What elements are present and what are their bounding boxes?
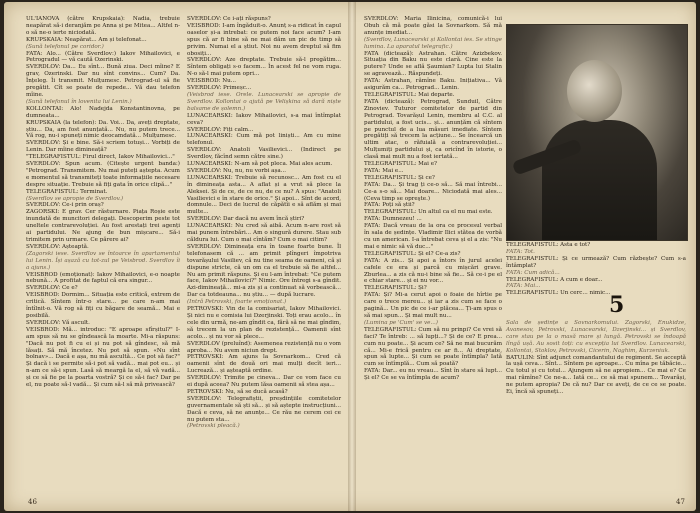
right-col1-paragraph: FATA: Mai e...: [364, 167, 404, 174]
right-col2-paragraph: TELEGRAFISTUL: Asta e tot?: [506, 242, 591, 248]
right-page: [354, 2, 696, 511]
left-col2-paragraph: LUNACEARSKI: Cum mă pot liniști... Am cu mine telefonul.: [187, 133, 341, 147]
right-col1-paragraph: FATA: Astrahan, rămîne Baku. Inițiativa... Vă asigurăm ca... Petrograd... Lenin.: [364, 78, 502, 92]
right-col2-paragraph: FATA: Cum adică...: [506, 269, 560, 276]
right-col1-paragraph: TELEGRAFISTUL: Și ce?: [364, 174, 435, 181]
right-col1-paragraph: TELEGRAFISTUL: Mai e?: [364, 161, 438, 168]
scene-text-column: [506, 320, 686, 494]
scene-paragraph: BATULIN: Sînt adjunct comandantului de regiment. Se acceptă la ușă ceva... Sînt... Sîntem pe aproape... Cu mîna pe tăbăcie... Cu totul și cu totul... Ajungem să ne apropiem... Ce mai e? Ce mai rămîne? Ce ne-a... Iată ce... ce să mai spunem... Tovarăși, ne putem apropia? De că nu? Dar ce aveți, de ce ce se poate. Ei, încă să spuneți...: [506, 354, 686, 396]
right-col1-paragraph: FATA: Da... Și trag ți ce-o să... Să mai întrebi... Ce-a s-o să... Mai doare... Niciodată mai ales... (Ceva timp se opreşte.): [364, 181, 502, 202]
right-page-column-2: [506, 242, 686, 297]
left-col1-paragraph: KRUPSKAIA (la telefon): Da. Voi... Da, aveți dreptate, știu... Da, am fost anunțată... Nu, nu putem trece... Vă rog, nu-i spuneți nimic deocamdată... Mulțumesc.: [26, 119, 180, 140]
right-col1-paragraph: FATA: A zis... Și apoi a întors în jurul acelei cafele ce era și parcă cu mișcări grave. Zburlea... a zis că nu-i bine să fie... Să ce-i pe el e chiar stare... și ei nu vor...: [364, 257, 502, 285]
right-col2-paragraph: FATA: Mai...: [506, 283, 541, 290]
left-col2-paragraph: (Petrovski pleacă.): [187, 423, 240, 430]
scene-number: 5: [609, 292, 625, 318]
right-col1-paragraph: FATA: Dacă vreau de la ora ce procesul verbal în sala de ședințe. Vladimir Ilici stătea de vorbă cu un american. I-a întrebat ceva și el a zis: "Nu mai e nimic să vă duc...": [364, 223, 502, 250]
right-col1-paragraph: FATA: Și? Mi-a cerut apoi o foaie de hîrtie pe care o trece mereu... și iar a zis cum se face o pagină... Un pic de ce i-ar plăcea... Ți-am spus o să mai spun... Și mai mult nu...: [364, 292, 502, 319]
right-col1-paragraph: TELEGRAFISTUL: Mai departe.: [364, 91, 455, 98]
book-spread: [4, 2, 696, 511]
photo-figure-coat: [542, 120, 657, 240]
left-col1-paragraph: SVERDLOV: Spun acum. (Citește urgent banda:) "Petrograd. Transmitem. Nu mai puteți aștepta. Acum e momentul să transmiteți toate informațiile necesare despre situație. Trebuie să fiți gata în orice clipă...": [26, 161, 180, 188]
left-col2-paragraph: PETROVSKI: Am ajuns la Sovnarkom... Cred că oamenii sînt de două ori mai mulți decît ieri... Lucrează... și așteaptă ordine.: [187, 354, 341, 375]
right-col1-paragraph: TELEGRAFISTUL: Cum să nu prinpi? Ce vrei să faci? Te întreb: ... să lupți...? Și de ce? E prea... cum nu poate... Și acum ce? Să ne mai bucurăm că... Mi-e frică pentru ce ar fi... Ai dreptate, spun să lupte... Și cum se poate întîmpla? Iată cum se întîmplă... Cum să poată?: [364, 326, 502, 368]
left-col2-paragraph: (Intră Petrovski, foarte emoționat.): [187, 299, 287, 306]
right-col1-paragraph: TELEGRAFISTUL: Un altul ca el nu mai este.: [364, 209, 493, 216]
left-page: [4, 2, 350, 511]
left-col1-paragraph: SVERDLOV: Ce-i prin oraș?: [26, 202, 104, 209]
left-col1-paragraph: KRUPSKAIA: Neapărat... Am și telefonat...: [26, 36, 147, 43]
left-col2-paragraph: VEISBROD: Nu...: [187, 78, 237, 85]
right-col1-paragraph: FATA (dictează): Astrahan. Către Azizbekov. Situația din Baku nu este clară. Cine este la putere? Unde se află Șaumian? Lupta lui Stalin se agravează... Răspundeți.: [364, 50, 502, 78]
left-col2-paragraph: SVERDLOV: Dimineața era în toane foarte bune. Îl telefonasem că ... am primit plîngeri împotriva tovarășului Vasiliev, că nu tine seama de oameni, că și dispune stricte, că un om ca el trebuie să fie altfel... Nu am primit răspuns. Și eu l-am întrebat: "Ce putem face, Iakov Mihailovici?" Nimic. Ore întregi s-a gîndit. Azi-dimineață... mi-a zis și a continuat să vorbească... Dar ca totdeauna... nu știu... — după lucrare.: [187, 243, 341, 299]
left-col2-paragraph: LUNACEARSKI: Trebuie să recunosc... Am fost cu el în dimineața asta... A aflat și a vrut să plece la Aleksei. Și de ce, de ce nu, de ce nu? A spus: "Anatoli Vasilievici e în stare de orice." Și apoi... Sînt de acord, domnule... Deci de lucrul de căpătîi e să aflăm și mai multe...: [187, 174, 341, 216]
scene-paragraph: Sala de ședințe a Sovnarkomului. Zagorski, Enukidze, Avanesov, Petrovski, Lunacearski, Dzerjinski... și Sverdlov, care stau pe la o masă mare și lungă. Petrovski se îndoapă lîngă ușă. Au sosit toți: cu excepția lui Sverdlov. Lunacearski, Kollontai, Stoklov, Petrovski, Cicerin, Naghim, Kurzeniuk.: [506, 320, 686, 354]
right-col1-paragraph: FATA: Dar... eu nu vreau... Sînt în stare să lupt... Și el? Ce se va întîmpla de acum?: [364, 368, 502, 382]
left-page-column-2: [187, 16, 341, 494]
left-col2-paragraph: SVERDLOV: Aze dreptate. Trebuie să-l pregătim... Sîntem obligați s-o facem... În acest fel ne vom ruga. N-o să-l mai putem opri...: [187, 57, 341, 78]
right-col1-paragraph: FATA: Poți să știi?: [364, 202, 415, 209]
right-col1-paragraph: TELEGRAFISTUL: Și?: [364, 285, 427, 292]
lenin-portrait-photo: [506, 24, 688, 241]
left-col1-paragraph: (Sună telefonul în lovenita lui Lenin.): [26, 98, 132, 105]
right-col2-paragraph: FATA: Tot.: [506, 248, 535, 255]
left-col2-paragraph: SVERDLOV: Dar dacă nu avem încă știri?: [187, 216, 305, 223]
left-col2-paragraph: SVERDLOV (preluînd): Asemenea rezistență nu o vom aproba... Nu avem niciun drept.: [187, 340, 341, 354]
right-col1-paragraph: FATA: Dumnezeu! ...: [364, 216, 422, 223]
right-col1-paragraph: TELEGRAFISTUL: Și el? Ce-a zis?: [364, 250, 461, 257]
left-col2-paragraph: SVERDLOV: Anatoli Vasilievici... (Indirect pe Sverdlov, făcînd semn către sine.): [187, 147, 341, 161]
left-col2-paragraph: SVERDLOV: Fiți calm...: [187, 126, 254, 133]
left-col1-paragraph: (Zagorski iese. Sverdlov se întoarce în apartamentul lui Lenin. Își așază cu tot-zul pe Veisbrod. Sverdlov îi a ajuns.): [26, 250, 180, 271]
left-page-column-1: [26, 16, 180, 494]
left-col1-paragraph: "TELEGRAFISTUL: Firul direct, Iakov Mihailovici...": [26, 154, 175, 161]
right-col1-paragraph: (Lumina pe 'Cum' se ve...): [364, 319, 438, 326]
left-col1-paragraph: SVERDLOV: Ce e?: [26, 285, 78, 292]
left-col2-paragraph: SVERDLOV: Trimite pe cineva... Dar ce vom face cu ei după aceea? Nu putem lăsa oamenii să stea așa...: [187, 375, 341, 389]
left-col1-paragraph: UL'IANOVA (către Krupskaia): Nadia, trebuie neapărat să-i deranjăm pe Anna și pe Mitea... Altfel n-o să ne-o ierte niciodată.: [26, 16, 180, 36]
left-col2-paragraph: PETROVSKI: Vin de la comisariat, Iakov Mihailovici. Și nici nu e comisia lui Dzerjinski. Toți erau acolo... în cele din urmă, ne-am gîndit ca, fără să ne mai gîndim, să trecem la un plan de rezistență... Oamenii sînt acolo... și nu vor să plece...: [187, 306, 341, 340]
left-col2-paragraph: SVERDLOV: Ce i-ați răspuns?: [187, 16, 271, 22]
left-col1-paragraph: SVERDLOV: Da... Eu sînt... Bună ziua. Deci mîine? E grav, Ozerinski. Dar nu sînt convins... Cum? Da. Înțeleg. Îi transmit. Mulțumesc. Petrograd-ul să fie pregătit. Cît se poate de repede... Vă dau telefon mîine.: [26, 64, 180, 98]
left-col1-paragraph: SVERDLOV: Așteaptă.: [26, 243, 89, 250]
left-col1-paragraph: (Sună telefonul pe coridor.): [26, 43, 104, 50]
right-col2-paragraph: TELEGRAFISTUL: Și ce urmează? Cum răzbește? Cum s-a întâmplat?: [506, 255, 686, 269]
left-col1-paragraph: VEISBROD: Dormim... Situația este critică, extrem de critică. Sîntem într-o stare... pe care n-am mai întîlnit-o. Vă rog să fiți cu băgare de seamă... Mai e posibilă.: [26, 292, 180, 319]
left-col1-paragraph: TELEGRAFISTUL: Terminat.: [26, 188, 108, 195]
right-col2-paragraph: TELEGRAFISTUL: A cum e doar...: [506, 276, 603, 283]
right-page-column-1: [364, 16, 502, 494]
right-col2-paragraph: TELEGRAFISTUL: Un cerc... nimic...: [506, 290, 611, 297]
left-col2-paragraph: LUNACEARSKI: Nu cred să aibă. Acum n-are rost să mai punem întrebări... Am o singură durere. Stau sub căldura lui. Cum o mai cîntăm? Cum o mai citim?: [187, 223, 341, 243]
photo-figure-head: [567, 60, 622, 122]
right-col1-paragraph: SVERDLOV: Maria Ilinicina, comunică-i lui Obuh că mă poate găsi la Sovnarkom. Să mă anunțe imediat...: [364, 16, 502, 36]
left-col2-paragraph: SVERDLOV: Telegrafiștii, preșdințiile comitetelor guvernamentale să ști să... și să aștepte instrucțiuni... Dacă e ceva, să ne anunțe... Ce rău ne cerem cei ce nu putem sta...: [187, 395, 341, 423]
left-page-number: 46: [28, 498, 37, 506]
left-col2-paragraph: LUNACEARSKI: N-am să pot pleca. Mai ales acum.: [187, 161, 333, 168]
left-col1-paragraph: VEISBROD (emoționat): Iakov Mihailovici, e-o noapte nebună... A profitat de faptul că era singur...: [26, 271, 180, 285]
left-col1-paragraph: SVERDLOV: Vă ascult.: [26, 319, 90, 326]
right-col1-paragraph: (Sverdlov, Lunacearski și Kollontai ies. Se stinge lumina. La aparatul telegrafic.): [364, 36, 502, 50]
right-page-number: 47: [676, 498, 685, 506]
left-col2-paragraph: VEISBROD: I-am îngăduit-o. Anunț s-a ridicat în capul oaselor și-a intrebat: ce putem noi face acum? I-am spus că ar fi bine să ne mai dăm un pic de timp să privim. Numai el a știut. Noi nu avem dreptul să fim obosiți...: [187, 22, 341, 57]
left-col1-paragraph: SVERDLOV: Și e bine. Să-i scriem totuși... Vorbiți de Lenin. Dar mîine dimineață?: [26, 140, 180, 154]
left-col1-paragraph: (Sverdlov se apropie de Sverdlov.): [26, 195, 124, 202]
left-col2-paragraph: PETROVSKI: Nu, să se ducă acasă?: [187, 388, 288, 395]
left-col2-paragraph: SVERDLOV: Nu, nu, nu vorbi așa...: [187, 167, 287, 174]
left-col2-paragraph: LUNACEARSKI: Iakov Mihailovici, s-a mai întîmplat ceva?: [187, 112, 341, 126]
left-col1-paragraph: ZAGORSKI: E grav. Cer răsturnare. Piața Roșie este inundată de muncitori delegați. Descoperim peste tot uneltele contrarevoluției. Au fost arestați trei agenți ai partidului. Ne ajung de bun mișcare... Să-i trimitem prin urmare. Ce părere ai?: [26, 209, 180, 243]
left-col2-paragraph: (Veisbrod iese. Orele. Lunacearski se apropie de Sverdlov. Kollontai o ajută pe Velișkina să dară niște balsame de șolemn.): [187, 91, 341, 112]
right-col1-paragraph: FATA (dictează): Petrograd, Sunduil, Către Zinoviev. Tuturor comitetelor de partid din Petrograd. Tovarășul Lenin, membru al C.C. al partidului, a fost ucis... și... anunțăm că sîntem pe punctul de a lua măsuri imediate. Sîntem pregătiți să trecem la acțiune... Se încearcă un ultim atac, o răfuială a contrarevoluției... Mulțumiți partidului și, ca oricînd în istorie, o clasă mai mult nu a fost iertată...: [364, 98, 502, 161]
left-col1-paragraph: VEISBROD: Mă... introduc: "E aproape sfîrșitul?" I-am spus să nu se gîndească la moarte. Mi-a răspuns: "Dacă nu pot fi cu ei și nu pot să gîndesc, să mă lăsați. Să mă încetez. Nu pot să spun. «Nu sînt bolnav»... Dacă e așa, nu mă ascultă... Ce pot să fac?" Și dacă i se permite să-i pot să vadă... mai pot eu... și n-am ce să-i spun. Lasă să meargă la el, să vă vadă... și ce să fie pe la poarta vostră? Și ce să-i fac? Dar pe el, nu poate să-l vadă... Și cum să-l să mă privească?: [26, 326, 180, 389]
left-col2-paragraph: SVERDLOV: Primeșc...: [187, 85, 252, 92]
left-col1-paragraph: FATA: Alo... (Către Sverdlov:) Iakov Mihailovici, e Petrogradul — vă caută Ozerinski.: [26, 50, 180, 64]
left-col1-paragraph: KOLLONTAI: Alo! Nadejda Konstantinovna, pe dumneata...: [26, 105, 180, 119]
